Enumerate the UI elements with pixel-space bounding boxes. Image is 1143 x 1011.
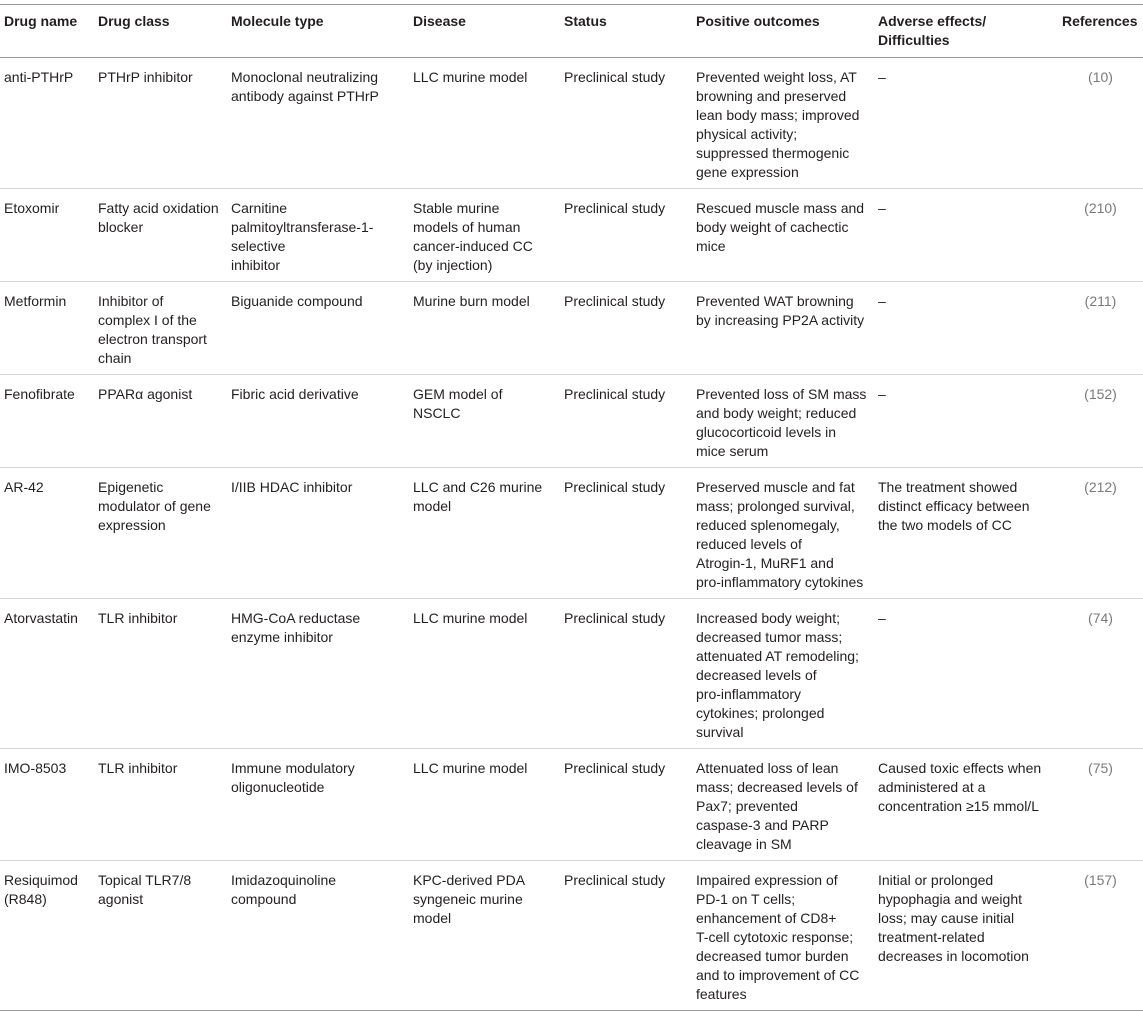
cell-adverse-effects: – [878, 200, 886, 216]
cell-drug-name: Metformin [4, 293, 67, 309]
cell-molecule-type: Immune modulatory oligonucleotide [231, 760, 355, 795]
table-row [0, 468, 1143, 599]
cell-status: Preclinical study [564, 479, 666, 495]
cell-drug-class: TLR inhibitor [98, 760, 178, 776]
cell-reference: (210) [1084, 200, 1117, 216]
cell-adverse-effects: – [878, 610, 886, 626]
cell-molecule-type: I/IIB HDAC inhibitor [231, 479, 353, 495]
header-drug-class: Drug class [98, 13, 170, 29]
cell-status: Preclinical study [564, 200, 666, 216]
cell-positive-outcomes: Rescued muscle mass and body weight of cachectic mice [696, 200, 865, 254]
cell-disease: LLC murine model [413, 69, 528, 85]
cell-reference: (157) [1084, 872, 1117, 888]
cell-reference: (211) [1084, 293, 1117, 309]
cell-reference: (10) [1088, 69, 1113, 85]
cell-molecule-type: Fibric acid derivative [231, 386, 359, 402]
cell-status: Preclinical study [564, 610, 666, 626]
cell-disease: LLC and C26 murine model [413, 479, 543, 514]
cell-drug-class: Epigenetic modulator of gene expression [98, 479, 211, 533]
cell-adverse-effects: – [878, 293, 886, 309]
cell-molecule-type: Biguanide compound [231, 293, 363, 309]
cell-drug-name: anti-PTHrP [4, 69, 74, 85]
header-disease: Disease [413, 13, 466, 29]
cell-status: Preclinical study [564, 69, 666, 85]
cell-positive-outcomes: Prevented WAT browning by increasing PP2A activity [696, 293, 865, 328]
header-positive-outcomes: Positive outcomes [696, 13, 820, 29]
table-body [0, 58, 1143, 1011]
cell-adverse-effects: – [878, 386, 886, 402]
cell-adverse-effects: Caused toxic effects when administered at a concentration ≥15 mmol/L [878, 760, 1042, 814]
header-status: Status [564, 13, 607, 29]
cell-drug-class: TLR inhibitor [98, 610, 178, 626]
cell-drug-class: Topical TLR7/8 agonist [98, 872, 192, 907]
header-adverse-effects: Adverse effects/ Difficulties [878, 13, 987, 48]
table-row [0, 599, 1143, 749]
drug-table [0, 4, 1143, 1011]
cell-positive-outcomes: Prevented weight loss, AT browning and preserved lean body mass; improved physical activity; suppressed thermogenic gene expression [696, 69, 860, 180]
header-references: References [1062, 13, 1138, 29]
cell-drug-name: IMO-8503 [4, 760, 67, 776]
cell-reference: (75) [1088, 760, 1113, 776]
cell-disease: Stable murine models of human cancer-induced CC (by injection) [413, 200, 533, 273]
cell-status: Preclinical study [564, 872, 666, 888]
cell-adverse-effects: Initial or prolonged hypophagia and weight loss; may cause initial treatment-related decreases in locomotion [878, 872, 1029, 964]
cell-molecule-type: HMG-CoA reductase enzyme inhibitor [231, 610, 361, 645]
cell-drug-class: PTHrP inhibitor [98, 69, 193, 85]
cell-reference: (212) [1084, 479, 1117, 495]
cell-status: Preclinical study [564, 386, 666, 402]
table-row [0, 58, 1143, 189]
cell-status: Preclinical study [564, 293, 666, 309]
cell-reference: (74) [1088, 610, 1113, 626]
cell-positive-outcomes: Preserved muscle and fat mass; prolonged survival, reduced splenomegaly, reduced levels of Atrogin-1, MuRF1 and pro-inflammatory cytokines [696, 479, 864, 590]
cell-adverse-effects: – [878, 69, 886, 85]
cell-molecule-type: Carnitine palmitoyltransferase-1- selective inhibitor [231, 200, 374, 273]
cell-molecule-type: Imidazoquinoline compound [231, 872, 337, 907]
cell-status: Preclinical study [564, 760, 666, 776]
table-row [0, 189, 1143, 282]
cell-positive-outcomes: Increased body weight; decreased tumor mass; attenuated AT remodeling; decreased levels of pro-inflammatory cytokines; prolonged survival [696, 610, 859, 740]
cell-positive-outcomes: Impaired expression of PD-1 on T cells; enhancement of CD8+ T-cell cytotoxic response; decreased tumor burden and to improvement of CC features [696, 872, 860, 1002]
cell-drug-name: Fenofibrate [4, 386, 75, 402]
cell-positive-outcomes: Prevented loss of SM mass and body weight; reduced glucocorticoid levels in mice serum [696, 386, 867, 459]
cell-drug-class: Fatty acid oxidation blocker [98, 200, 219, 235]
table-row [0, 749, 1143, 861]
cell-disease: GEM model of NSCLC [413, 386, 503, 421]
cell-reference: (152) [1084, 386, 1117, 402]
cell-disease: Murine burn model [413, 293, 530, 309]
table-row [0, 282, 1143, 375]
cell-disease: LLC murine model [413, 760, 528, 776]
cell-drug-name: Atorvastatin [4, 610, 78, 626]
header-row [0, 5, 1143, 58]
table-row [0, 861, 1143, 1011]
cell-positive-outcomes: Attenuated loss of lean mass; decreased levels of Pax7; prevented caspase-3 and PARP cleavage in SM [696, 760, 858, 852]
cell-molecule-type: Monoclonal neutralizing antibody against PTHrP [231, 69, 379, 104]
header-drug-name: Drug name [4, 13, 78, 29]
cell-disease: LLC murine model [413, 610, 528, 626]
cell-drug-class: Inhibitor of complex I of the electron transport chain [98, 293, 207, 366]
cell-drug-name: Resiquimod (R848) [4, 872, 78, 907]
header-molecule-type: Molecule type [231, 13, 324, 29]
cell-drug-class: PPARα agonist [98, 386, 193, 402]
table-row [0, 375, 1143, 468]
cell-drug-name: Etoxomir [4, 200, 60, 216]
cell-disease: KPC-derived PDA syngeneic murine model [413, 872, 526, 926]
cell-adverse-effects: The treatment showed distinct efficacy between the two models of CC [878, 479, 1030, 533]
cell-drug-name: AR-42 [4, 479, 44, 495]
